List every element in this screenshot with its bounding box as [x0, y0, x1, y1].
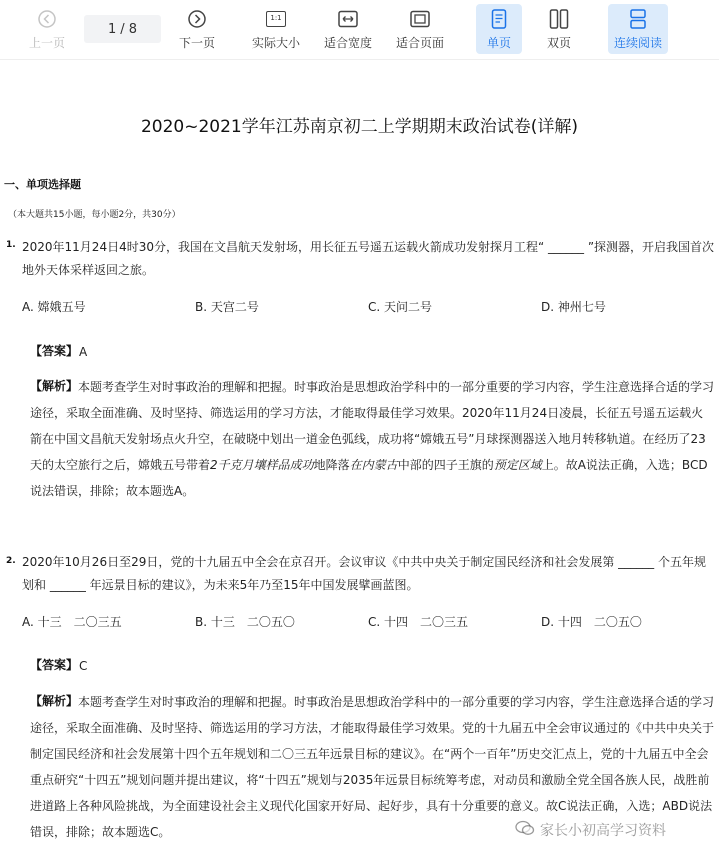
next-page-label: 下一页 — [178, 36, 215, 50]
single-page-icon — [491, 7, 507, 31]
option-a: A. 嫦娥五号 — [22, 300, 86, 314]
page-current[interactable]: 1 — [108, 21, 117, 37]
fit-width-icon — [338, 7, 358, 31]
double-page-label: 双页 — [546, 36, 571, 50]
chevron-left-circle-icon — [37, 7, 57, 31]
answer-value: C — [79, 659, 88, 673]
explanation-label: 【解析】 — [30, 379, 79, 393]
question-number: 2. — [6, 556, 16, 566]
option-c: C. 十四 二〇三五 — [368, 615, 469, 629]
question-text: 2020年11月24日4时30分，我国在文昌航天发射场，用长征五号遥五运载火箭成功发射探月工程“ ______ ”探测器，开启我国首次地外天体采样返回之旅。 — [22, 240, 715, 277]
continuous-read-icon — [629, 7, 647, 31]
page-indicator[interactable] — [84, 15, 161, 43]
fit-width-label: 适合宽度 — [323, 36, 372, 50]
continuous-read-button[interactable] — [608, 4, 668, 54]
answer-label: 【答案】 — [30, 344, 79, 358]
page-total: 8 — [128, 21, 137, 37]
chevron-right-circle-icon — [187, 7, 207, 31]
fit-width-button[interactable] — [320, 4, 376, 54]
fit-page-button[interactable] — [392, 4, 448, 54]
watermark-text: 家长小初高学习资料 — [540, 823, 666, 839]
option-c: C. 天问二号 — [368, 300, 433, 314]
watermark — [515, 820, 666, 840]
viewer-toolbar — [0, 0, 719, 60]
section-note: （本大题共15小题，每小题2分，共30分） — [8, 210, 181, 220]
option-d: D. 神州七号 — [541, 300, 606, 314]
prev-page-button[interactable] — [24, 4, 70, 54]
next-page-button[interactable] — [174, 4, 220, 54]
single-page-label: 单页 — [486, 36, 511, 50]
page-separator: / — [120, 21, 125, 37]
double-page-icon — [549, 7, 569, 31]
option-a: A. 十三 二〇三五 — [22, 615, 122, 629]
option-d: D. 十四 二〇五〇 — [541, 615, 642, 629]
option-b: B. 十三 二〇五〇 — [195, 615, 295, 629]
answer-value: A — [79, 345, 88, 359]
actual-size-label: 实际大小 — [251, 36, 300, 50]
option-b: B. 天宫二号 — [195, 300, 259, 314]
explanation-text: 本题考查学生对时事政治的理解和把握。时事政治是思想政治学科中的一部分重要的学习内容，学生注意选择合适的学习途径，采取全面准确、及时坚持、筛选运用的学习方法，才能取得最佳学习效果。2020年11月24日凌晨，长征五号遥五运载火箭在中国文昌航天发射场点火升空，在破晓中划出一道金色弧线，成功将“嫦娥五号”月球探测器送入地月转移轨道。在经历了23天的太空旅行之后，嫦娥五号带着2千克月壤样品成功地降落在内蒙古中部的四子王旗的预定区域上。故A说法正确，入选；BCD说法错误，排除；故本题选A。 — [30, 380, 715, 498]
single-page-button[interactable] — [476, 4, 522, 54]
explanation-text: 本题考查学生对时事政治的理解和把握。时事政治是思想政治学科中的一部分重要的学习内容，学生注意选择合适的学习途径，采取全面准确、及时坚持、筛选运用的学习方法，才能取得最佳学习效果。党的十九届五中全会审议通过的《中共中央关于制定国民经济和社会发展第十四个五年规划和二〇三五年远景目标的建议》。在“两个一百年”历史交汇点上，党的十九届五中全会重点研究“十四五”规划问题并提出建议，将“十四五”规划与2035年远景目标统筹考虑，对动员和激励全党全国各族人民，战胜前进道路上各种风险挑战，为全面建设社会主义现代化国家开好局、起好步，具有十分重要的意义。故C说法正确，入选；ABD说法错误，排除；故本题选C。 — [30, 695, 715, 839]
section-title: 一、单项选择题 — [4, 178, 81, 191]
question-text: 2020年10月26日至29日，党的十九届五中全会在京召开。会议审议《中共中央关于制定国民经济和社会发展第 ______ 个五年规划和 ______ 年远景目标的建议》，为未来5年乃至15年中国发展擘画蓝图。 — [22, 555, 706, 592]
explanation-label: 【解析】 — [30, 694, 79, 708]
continuous-read-label: 连续阅读 — [613, 36, 662, 50]
actual-size-button[interactable] — [248, 4, 304, 54]
actual-size-icon: 1:1 — [266, 7, 286, 31]
fit-page-label: 适合页面 — [395, 36, 444, 50]
prev-page-label: 上一页 — [28, 36, 65, 50]
question-number: 1. — [6, 240, 16, 250]
wechat-icon — [515, 820, 535, 840]
answer-label: 【答案】 — [30, 658, 79, 672]
document-title: 2020~2021学年江苏南京初二上学期期末政治试卷(详解) — [140, 117, 579, 137]
fit-page-icon — [410, 7, 430, 31]
double-page-button[interactable] — [536, 4, 582, 54]
